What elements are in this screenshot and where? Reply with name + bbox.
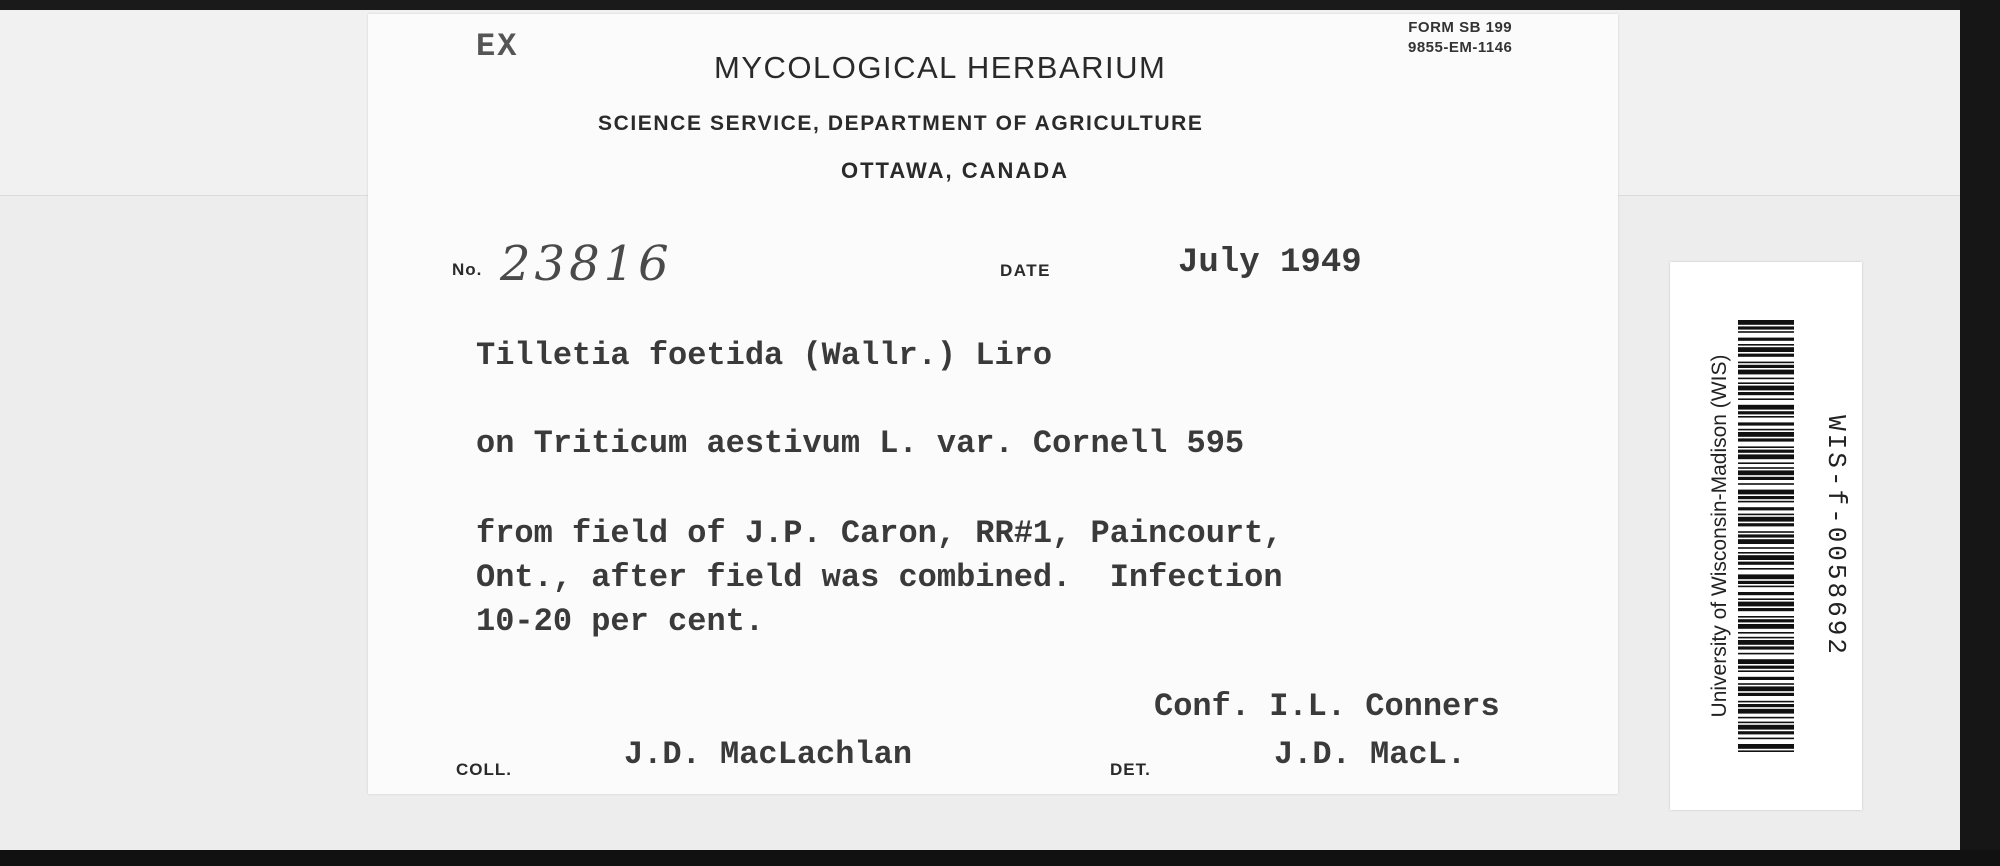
form-line-2: 9855-EM-1146 <box>1408 39 1513 56</box>
sheet-edge-shadow <box>1960 0 2000 866</box>
determiner-name: J.D. MacL. <box>1274 736 1467 773</box>
form-number <box>1408 18 1512 58</box>
collector-name: J.D. MacLachlan <box>624 736 913 773</box>
date-label: DATE <box>1000 261 1052 280</box>
catalog-number: WIS-f-0058692 <box>1821 415 1851 657</box>
host-line: on Triticum aestivum L. var. Cornell 595 <box>476 425 1245 462</box>
herbarium-title: MYCOLOGICAL HERBARIUM <box>714 50 1167 85</box>
number-label: No. <box>452 260 483 279</box>
species-name: Tilletia foetida (Wallr.) Liro <box>476 337 1053 374</box>
barcode-label <box>1670 262 1862 810</box>
form-line-1: FORM SB 199 <box>1408 19 1513 36</box>
confirmation: Conf. I.L. Conners <box>1154 688 1500 725</box>
accession-number: 23816 <box>500 236 673 292</box>
locality-text: from field of J.P. Caron, RR#1, Paincourt, Ont., after field was combined. Infection 10-20 per cent. <box>476 515 1283 640</box>
determiner-label: DET. <box>1110 760 1151 779</box>
city-line: OTTAWA, CANADA <box>841 158 1070 183</box>
collector-label: COLL. <box>456 760 512 779</box>
collection-date: July 1949 <box>1178 244 1362 282</box>
specimen-label <box>368 14 1618 794</box>
barcode-icon <box>1738 320 1794 752</box>
institution-name: University of Wisconsin-Madison (WIS) <box>1708 354 1731 718</box>
bottom-shadow <box>0 850 2000 866</box>
department-subtitle: SCIENCE SERVICE, DEPARTMENT OF AGRICULTURE <box>598 112 1204 135</box>
ex-mark: EX <box>476 28 519 65</box>
